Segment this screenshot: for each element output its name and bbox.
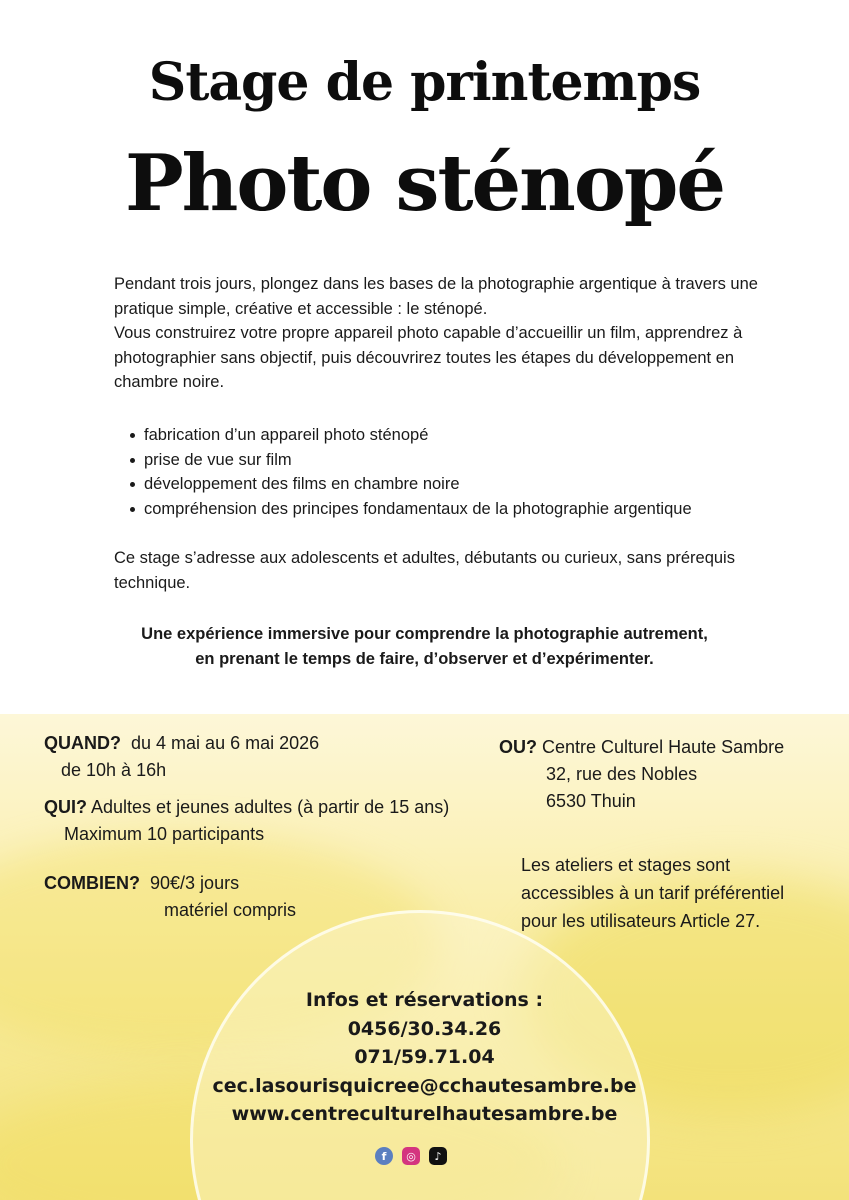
contact-phone-2[interactable]: 071/59.71.04 (354, 1046, 495, 1068)
who-audience: Adultes et jeunes adultes (à partir de 15 ans) (91, 797, 450, 817)
audience-text: Ce stage s’adresse aux adolescents et adultes, débutants ou curieux, sans prérequis technique. (114, 549, 735, 592)
tagline (0, 622, 849, 672)
cost-block (44, 870, 296, 924)
intro-text (114, 272, 764, 395)
when-block (44, 730, 319, 784)
where-street: 32, rue des Nobles (546, 764, 698, 784)
contact-heading: Infos et réservations : (305, 989, 544, 1011)
tagline-line-1: Une expérience immersive pour comprendre la photographie autrement, (141, 625, 708, 643)
intro-paragraph-1: Pendant trois jours, plongez dans les bases de la photographie argentique à travers une pratique simple, créative et accessible : le sténopé. (114, 275, 758, 318)
contact-website[interactable]: www.centreculturelhautesambre.be (231, 1103, 618, 1125)
list-item: développement des films en chambre noire (130, 472, 810, 497)
list-item: compréhension des principes fondamentaux de la photographie argentique (130, 497, 810, 522)
where-block (499, 734, 784, 815)
cost-label: COMBIEN? (44, 873, 140, 893)
title-stage-de-printemps: Stage de printemps (148, 52, 701, 113)
list-item: prise de vue sur film (130, 448, 810, 473)
article27-line-1: Les ateliers et stages sont (521, 855, 731, 875)
contact-phone-1[interactable]: 0456/30.34.26 (347, 1017, 502, 1040)
when-dates: du 4 mai au 6 mai 2026 (131, 733, 320, 753)
intro-paragraph-2: Vous construirez votre propre appareil photo capable d’accueillir un film, apprendrez à photographier sans objectif, puis découvrirez toutes les étapes du développement en chambre noire. (114, 324, 743, 391)
who-label: QUI? (44, 797, 87, 817)
list-item: fabrication d’un appareil photo sténopé (130, 423, 810, 448)
contact-block (0, 986, 849, 1129)
tiktok-icon[interactable]: ♪ (429, 1147, 447, 1165)
who-max: Maximum 10 participants (64, 824, 265, 844)
where-venue: Centre Culturel Haute Sambre (542, 737, 785, 757)
when-hours: de 10h à 16h (61, 760, 167, 780)
title-photo-stenope: Photo sténopé (124, 138, 725, 229)
article27-line-3: pour les utilisateurs Article 27. (521, 911, 761, 931)
instagram-icon[interactable]: ◎ (402, 1147, 420, 1165)
article27-note (521, 851, 841, 935)
who-block (44, 794, 449, 848)
when-label: QUAND? (44, 733, 121, 753)
article27-line-2: accessibles à un tarif préférentiel (521, 883, 785, 903)
cost-price: 90€/3 jours (150, 873, 240, 893)
cost-note: matériel compris (164, 900, 297, 920)
program-list (130, 423, 810, 521)
where-city: 6530 Thuin (546, 791, 636, 811)
facebook-icon[interactable]: f (375, 1147, 393, 1165)
social-icons (375, 1147, 447, 1165)
contact-email[interactable]: cec.lasourisquicree@cchautesambre.be (212, 1074, 637, 1097)
tagline-line-2: en prenant le temps de faire, d’observer et d’expérimenter. (195, 650, 654, 668)
where-label: OU? (499, 737, 537, 757)
